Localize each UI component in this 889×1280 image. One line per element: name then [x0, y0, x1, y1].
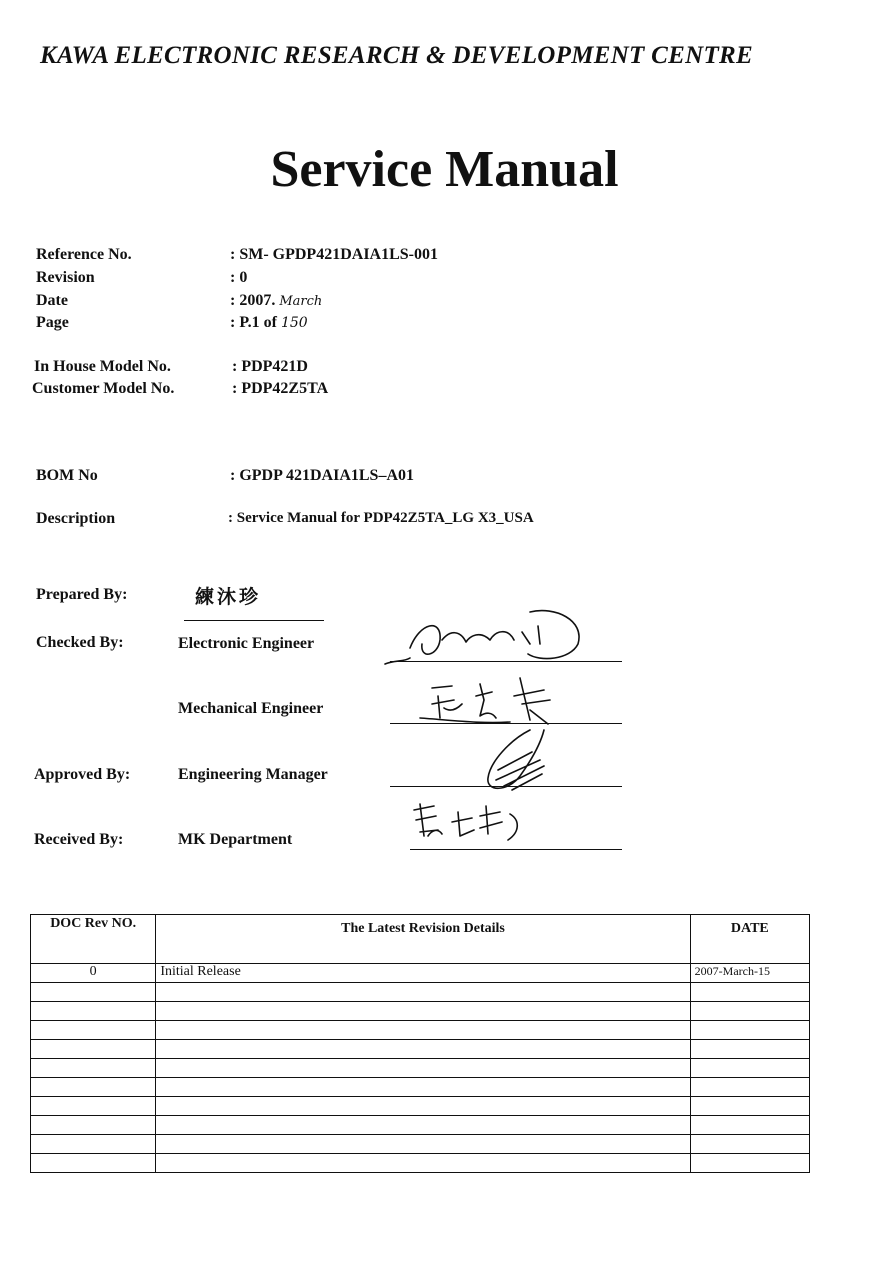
document-title: Service Manual: [270, 141, 619, 198]
rev-number-cell: [31, 1078, 156, 1097]
handwritten-signatures: [380, 600, 610, 850]
mk-department-role: MK Department: [178, 831, 293, 848]
doc-rev-header: DOC Rev NO.: [31, 915, 156, 964]
mk-department-signature: [414, 804, 517, 840]
prepared-by-label: Prepared By:: [36, 586, 128, 603]
date-value: [230, 292, 322, 310]
rev-number-cell: [31, 1021, 156, 1040]
rev-date-cell: [690, 1059, 809, 1078]
mechanical-engineer-signature: [432, 678, 550, 724]
revision-value: : 0: [230, 269, 248, 286]
date-handwritten: March: [279, 294, 323, 309]
rev-date-cell: [690, 1040, 809, 1059]
rev-number-cell: [31, 1116, 156, 1135]
table-row: [31, 1021, 810, 1040]
page-value: [230, 314, 308, 332]
electronic-engineer-role: Electronic Engineer: [178, 635, 315, 652]
in-house-model-label: In House Model No.: [34, 358, 171, 375]
table-row: [31, 1097, 810, 1116]
rev-details-cell: [156, 1059, 690, 1078]
checked-by-label: Checked By:: [36, 634, 124, 651]
description-value: : Service Manual for PDP42Z5TA_LG X3_USA: [228, 510, 534, 526]
rev-number-cell: [31, 1097, 156, 1116]
rev-date-cell: [690, 983, 809, 1002]
rev-date-cell: [690, 1097, 809, 1116]
reference-label: Reference No.: [36, 246, 132, 263]
received-by-label: Received By:: [34, 831, 124, 848]
revision-table: [30, 914, 810, 1173]
rev-number-cell: [31, 1135, 156, 1154]
rev-details-cell: [156, 1135, 690, 1154]
page-value-printed: : P.1 of: [230, 314, 277, 331]
table-row: [31, 1059, 810, 1078]
rev-date-cell: [690, 1154, 809, 1173]
table-row: [31, 1002, 810, 1021]
table-row: [31, 1135, 810, 1154]
table-row: [31, 1154, 810, 1173]
page-label: Page: [36, 314, 69, 331]
table-row: [31, 964, 810, 983]
electronic-engineer-signature: [410, 611, 579, 659]
rev-details-cell: [156, 1002, 690, 1021]
rev-date-cell: 2007-March-15: [690, 964, 809, 983]
rev-details-cell: [156, 1154, 690, 1173]
date-label: Date: [36, 292, 68, 309]
rev-number-cell: [31, 1059, 156, 1078]
table-row: [31, 1116, 810, 1135]
in-house-model-value: : PDP421D: [232, 358, 308, 375]
bom-value: : GPDP 421DAIA1LS–A01: [230, 467, 415, 484]
reference-value: : SM- GPDP421DAIA1LS-001: [230, 246, 438, 263]
rev-details-cell: [156, 1078, 690, 1097]
engineering-manager-signature: [488, 730, 544, 790]
rev-details-cell: Initial Release: [156, 964, 690, 983]
table-row: [31, 1078, 810, 1097]
customer-model-value: : PDP42Z5TA: [232, 380, 329, 397]
revision-table-header: [31, 915, 810, 964]
revision-label: Revision: [36, 269, 95, 286]
prepared-by-signature: 練沐珍: [195, 587, 262, 608]
rev-date-cell: [690, 1021, 809, 1040]
rev-date-cell: [690, 1135, 809, 1154]
approved-by-label: Approved By:: [34, 766, 131, 783]
rev-number-cell: [31, 1154, 156, 1173]
rev-date-cell: [690, 1116, 809, 1135]
rev-details-cell: [156, 983, 690, 1002]
engineering-manager-role: Engineering Manager: [178, 766, 328, 783]
rev-details-cell: [156, 1040, 690, 1059]
prepared-signature-line: [184, 620, 324, 621]
rev-number-cell: 0: [31, 964, 156, 983]
mechanical-engineer-role: Mechanical Engineer: [178, 700, 324, 717]
bom-label: BOM No: [36, 467, 98, 484]
table-row: [31, 983, 810, 1002]
date-header: DATE: [690, 915, 809, 964]
rev-details-cell: [156, 1097, 690, 1116]
rev-details-cell: [156, 1116, 690, 1135]
rev-date-cell: [690, 1078, 809, 1097]
organization-name: KAWA ELECTRONIC RESEARCH & DEVELOPMENT CENTRE: [40, 42, 753, 69]
rev-details-cell: [156, 1021, 690, 1040]
rev-number-cell: [31, 983, 156, 1002]
revision-details-header: The Latest Revision Details: [156, 915, 690, 964]
table-row: [31, 1040, 810, 1059]
rev-number-cell: [31, 1040, 156, 1059]
rev-number-cell: [31, 1002, 156, 1021]
page-handwritten: 150: [280, 315, 308, 331]
date-value-printed: : 2007.: [230, 292, 276, 309]
description-label: Description: [36, 510, 116, 527]
rev-date-cell: [690, 1002, 809, 1021]
customer-model-label: Customer Model No.: [32, 380, 175, 397]
